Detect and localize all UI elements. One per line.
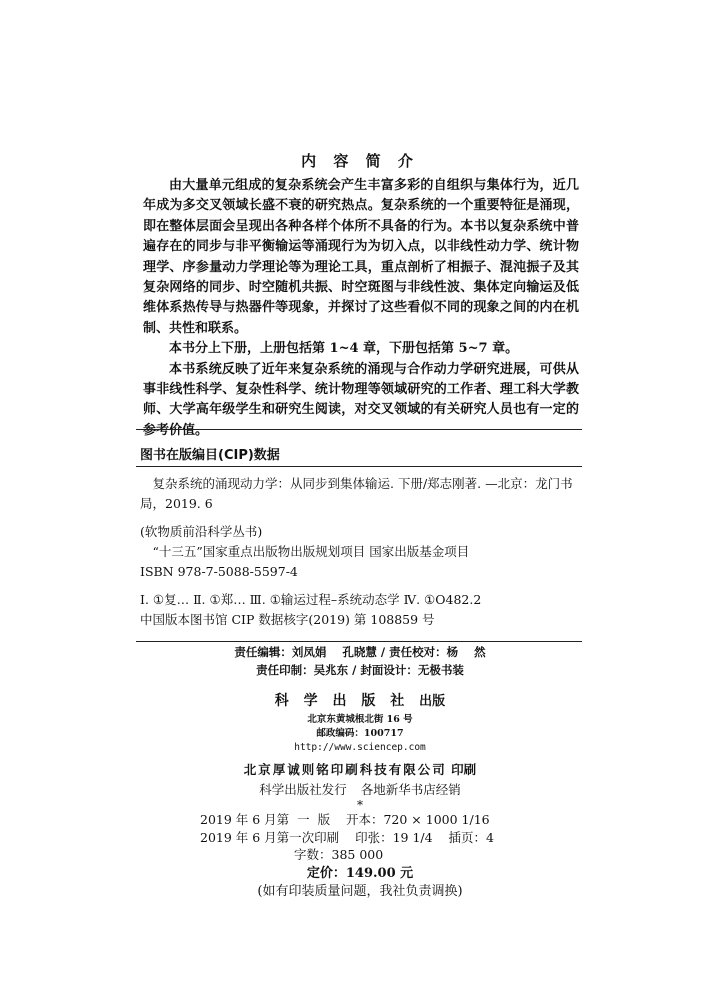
publisher-name: 科 学 出 版 社 <box>274 693 410 709</box>
publisher-line <box>0 690 720 713</box>
cip-classification: Ⅰ. ①复… Ⅱ. ①郑… Ⅲ. ①输运过程–系统动态学 Ⅳ. ①O482.2 <box>140 592 482 607</box>
printer-suffix: 印刷 <box>451 762 477 777</box>
editor-credits <box>0 644 720 679</box>
publisher-url: http://www.sciencep.com <box>294 742 426 753</box>
cip-heading: 图书在版编目(CIP)数据 <box>140 448 280 463</box>
cip-isbn: ISBN 978-7-5088-5597-4 <box>140 564 298 579</box>
credits-line: 责任编辑：刘凤娟 孔晓慧 / 责任校对：杨 然 <box>234 645 486 659</box>
summary-body <box>143 176 579 441</box>
edition-specs <box>200 811 520 864</box>
distribution-line <box>0 781 720 799</box>
printing-row: 2019 年 6 月第一次印刷 印张：19 1/4 插页：4 <box>200 829 494 845</box>
distributor: 科学出版社发行 <box>259 782 347 797</box>
summary-paragraph: 由大量单元组成的复杂系统会产生丰富多彩的自组织与集体行为，近几年成为多交叉领域长盛不衰的研究热点。复杂系统的一个重要特征是涌现，即在整体层面会呈现出各种各样个体所不具备的行为。本书以复杂系统中普遍存在的同步与非平衡输运等涌现行为为切入点，以非线性动力学、统计物理学、序参量动力学理论等为理论工具，重点剖析了相振子、混沌振子及其复杂网络的同步、时空随机共振、时空斑图与非线性波、集体定向输运及低维体系热传导与热器件等现象，并探讨了这些看似不同的现象之间的内在机制、共性和联系。 <box>143 178 579 336</box>
cip-record <box>140 474 580 630</box>
imprint <box>0 690 720 901</box>
cip-title-line: 复杂系统的涌现动力学：从同步到集体输运. 下册/郑志刚著. —北京：龙门书局，2019. 6 <box>140 476 573 511</box>
sellers: 各地新华书店经销 <box>360 782 461 797</box>
cip-project: “十三五”国家重点出版物出版规划项目 国家出版基金项目 <box>152 544 470 559</box>
separator-star: * <box>357 798 363 812</box>
cip-number: 中国版本图书馆 CIP 数据核字(2019) 第 108859 号 <box>140 612 435 627</box>
summary-paragraph: 本书分上下册，上册包括第 1~4 章，下册包括第 5~7 章。 <box>169 341 519 357</box>
quality-notice: (如有印装质量问题，我社负责调换) <box>257 883 463 899</box>
printer-name: 北京厚诚则铭印刷科技有限公司 <box>243 762 447 777</box>
publisher-address: 北京东黄城根北街 16 号 <box>307 714 413 725</box>
cip-series: (软物质前沿科学丛书) <box>140 524 263 539</box>
word-count: 字数：385 000 <box>294 847 384 862</box>
cip-bottom-rule <box>136 641 582 642</box>
publisher-postcode: 邮政编码：100717 <box>316 728 404 739</box>
summary-paragraph: 本书系统反映了近年来复杂系统的涌现与合作动力学研究进展，可供从事非线性科学、复杂性科学、统计物理等领域研究的工作者、理工科大学教师、大学高年级学生和研究生阅读，对交叉领域的有关研究人员也有一定的参考价值。 <box>143 361 579 438</box>
price: 定价：149.00 元 <box>306 865 414 881</box>
publisher-suffix: 出版 <box>419 694 446 709</box>
printer-line <box>0 759 720 781</box>
summary-title: 内 容 简 介 <box>301 152 419 170</box>
cip-heading-rule <box>136 466 582 467</box>
edition-row: 2019 年 6 月第 一 版 开本：720 × 1000 1/16 <box>200 812 490 827</box>
credits-line: 责任印制：吴兆东 / 封面设计：无极书装 <box>256 662 464 677</box>
cip-top-rule <box>136 429 582 430</box>
